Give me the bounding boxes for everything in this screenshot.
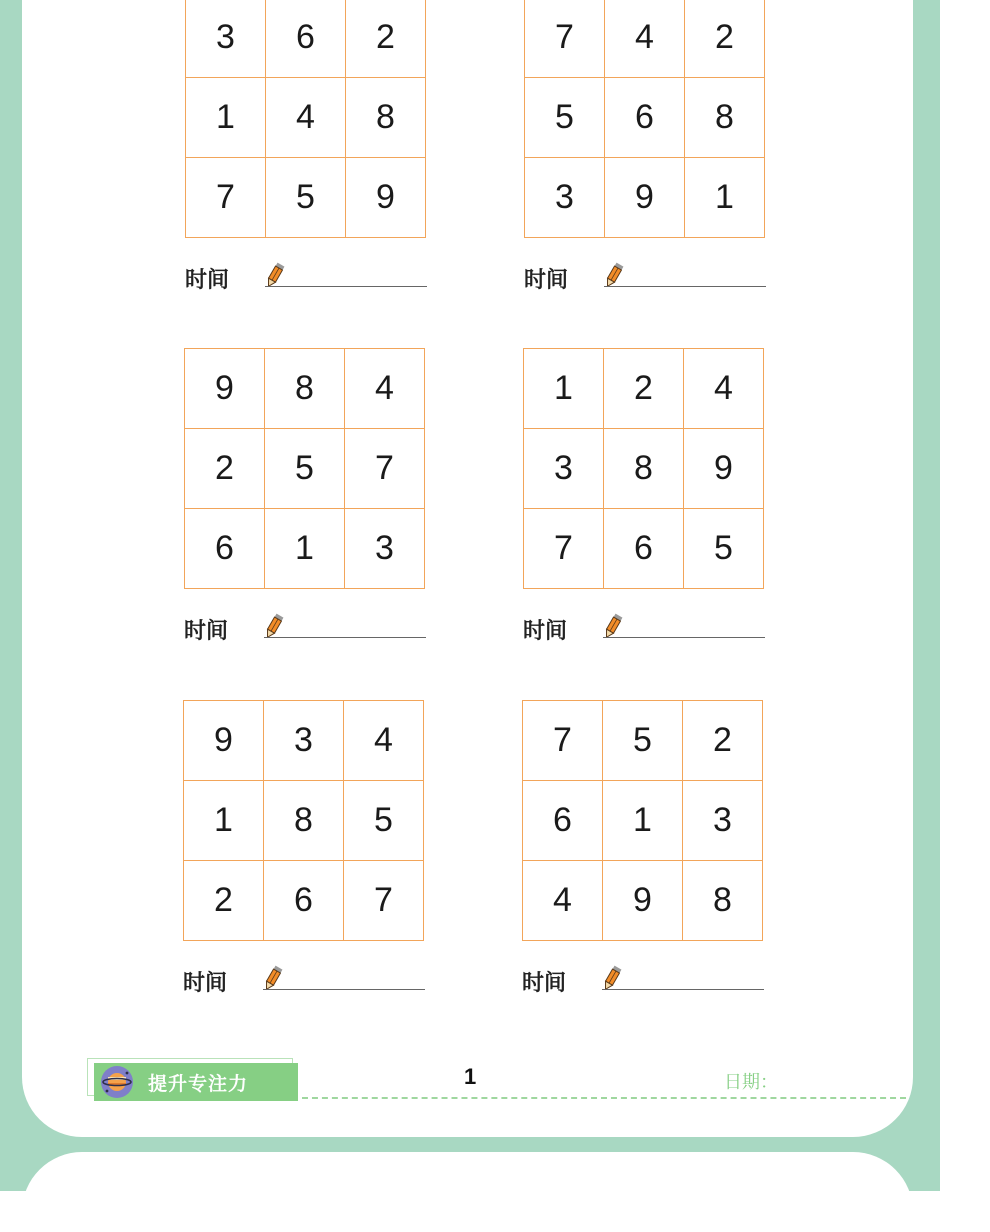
time-row (183, 958, 425, 998)
puzzle-2 (524, 0, 765, 293)
grid-cell: 3 (264, 701, 344, 781)
grid-cell: 6 (605, 78, 685, 158)
grid-cell: 5 (525, 78, 605, 158)
grid-cell: 4 (345, 349, 425, 429)
grid-cell: 7 (523, 701, 603, 781)
grid-cell: 6 (185, 509, 265, 589)
time-label: 时间 (185, 268, 230, 293)
time-row (185, 255, 427, 295)
puzzle-6 (522, 700, 763, 996)
grid-cell: 6 (264, 861, 344, 941)
grid-cell: 5 (603, 701, 683, 781)
grid-cell: 3 (524, 429, 604, 509)
grid-cell: 1 (603, 781, 683, 861)
grid-cell: 1 (186, 78, 266, 158)
time-label: 时间 (524, 268, 569, 293)
pencil-icon (263, 261, 287, 289)
grid-cell: 7 (186, 158, 266, 238)
time-input-line[interactable] (264, 637, 426, 638)
number-grid (184, 348, 425, 589)
pencil-icon (262, 612, 286, 640)
grid-cell: 7 (524, 509, 604, 589)
pencil-icon (600, 964, 624, 992)
worksheet-page (22, 0, 913, 1137)
grid-cell: 5 (265, 429, 345, 509)
date-label: 日期： (724, 1072, 778, 1093)
badge-text: 提升专注力 (148, 1072, 249, 1095)
time-input-line[interactable] (603, 637, 765, 638)
grid-cell: 2 (185, 429, 265, 509)
grid-cell: 9 (184, 701, 264, 781)
number-grid (185, 0, 426, 238)
grid-cell: 1 (184, 781, 264, 861)
puzzle-5 (183, 700, 424, 996)
pencil-icon (601, 612, 625, 640)
grid-cell: 2 (604, 349, 684, 429)
grid-cell: 4 (523, 861, 603, 941)
grid-cell: 1 (265, 509, 345, 589)
grid-cell: 5 (344, 781, 424, 861)
time-row (184, 606, 426, 646)
grid-cell: 9 (684, 429, 764, 509)
grid-cell: 8 (685, 78, 765, 158)
page-number: 1 (464, 1064, 477, 1089)
grid-cell: 8 (604, 429, 684, 509)
grid-cell: 9 (346, 158, 426, 238)
grid-cell: 5 (684, 509, 764, 589)
grid-cell: 9 (605, 158, 685, 238)
time-label: 时间 (522, 971, 567, 996)
grid-cell: 4 (344, 701, 424, 781)
grid-cell: 7 (525, 0, 605, 78)
time-label: 时间 (523, 619, 568, 644)
grid-cell: 1 (524, 349, 604, 429)
pencil-icon (261, 964, 285, 992)
grid-cell: 9 (185, 349, 265, 429)
time-input-line[interactable] (265, 286, 427, 287)
number-grid (523, 348, 764, 589)
grid-cell: 8 (346, 78, 426, 158)
grid-cell: 8 (683, 861, 763, 941)
next-page-edge (22, 1152, 913, 1232)
puzzle-4 (523, 348, 764, 644)
time-row (522, 958, 764, 998)
grid-cell: 2 (346, 0, 426, 78)
number-grid (524, 0, 765, 238)
grid-cell: 3 (345, 509, 425, 589)
time-label: 时间 (184, 619, 229, 644)
grid-cell: 6 (523, 781, 603, 861)
grid-cell: 4 (605, 0, 685, 78)
grid-cell: 7 (344, 861, 424, 941)
grid-cell: 8 (265, 349, 345, 429)
grid-cell: 9 (603, 861, 683, 941)
grid-cell: 5 (266, 158, 346, 238)
grid-cell: 3 (525, 158, 605, 238)
time-input-line[interactable] (263, 989, 425, 990)
grid-cell: 4 (684, 349, 764, 429)
time-input-line[interactable] (602, 989, 764, 990)
grid-cell: 7 (345, 429, 425, 509)
grid-cell: 3 (683, 781, 763, 861)
pencil-icon (602, 261, 626, 289)
grid-cell: 3 (186, 0, 266, 78)
puzzle-3 (184, 348, 425, 644)
grid-cell: 4 (266, 78, 346, 158)
grid-cell: 6 (266, 0, 346, 78)
grid-cell: 8 (264, 781, 344, 861)
number-grid (183, 700, 424, 941)
grid-cell: 2 (184, 861, 264, 941)
number-grid (522, 700, 763, 941)
footer-dashed-line (302, 1097, 906, 1099)
grid-cell: 6 (604, 509, 684, 589)
time-row (523, 606, 765, 646)
planet-icon (100, 1065, 134, 1099)
time-label: 时间 (183, 971, 228, 996)
grid-cell: 2 (685, 0, 765, 78)
grid-cell: 2 (683, 701, 763, 781)
time-input-line[interactable] (604, 286, 766, 287)
puzzle-1 (185, 0, 426, 293)
grid-cell: 1 (685, 158, 765, 238)
focus-badge (94, 1063, 298, 1101)
time-row (524, 255, 766, 295)
